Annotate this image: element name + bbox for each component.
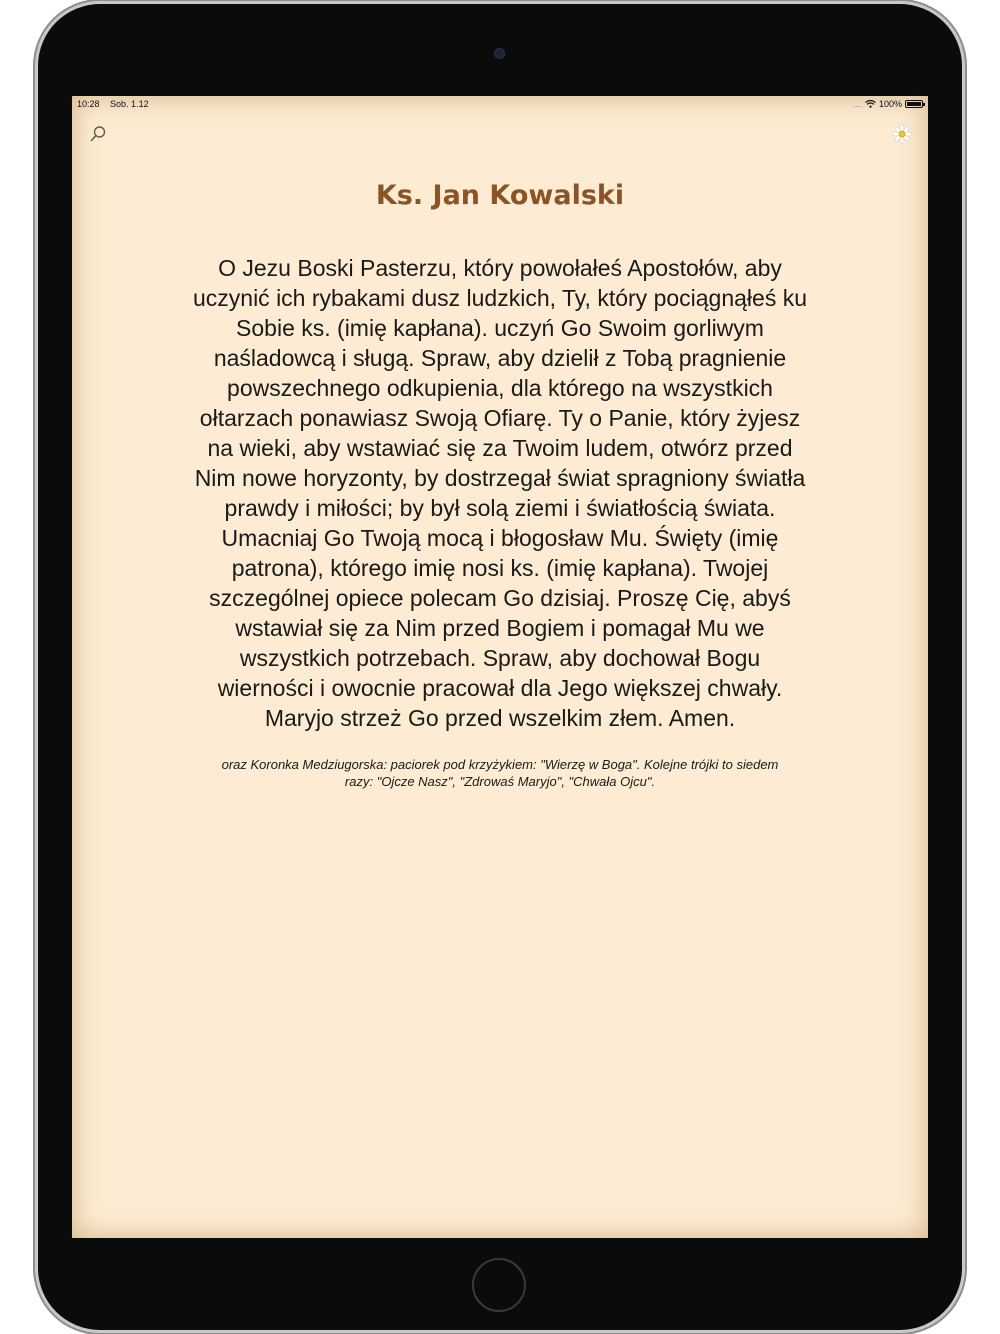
magnifier-icon <box>88 124 108 144</box>
battery-percent: 100% <box>878 99 902 109</box>
wifi-icon <box>865 100 876 108</box>
tablet-device <box>38 4 962 1330</box>
front-camera <box>494 48 505 59</box>
footnote-text: oraz Koronka Medziugorska: paciorek pod krzyżykiem: "Wierzę w Boga". Kolejne trójki to siedem razy: "Ojcze Nasz", "Zdrowaś Maryjo", "Chwała Ojcu". <box>221 757 779 789</box>
battery-fill <box>907 102 921 106</box>
app-screen <box>72 96 928 1238</box>
battery-icon <box>905 100 923 108</box>
home-button[interactable] <box>472 1258 526 1312</box>
page-title: Ks. Jan Kowalski <box>375 180 625 211</box>
prayer-text: O Jezu Boski Pasterzu, który powołałeś Apostołów, aby uczynić ich rybakami dusz ludzkich, Ty, który pociągnąłeś ku Sobie ks. (imię kapłana). uczyń Go Swoim gorliwym naśladowcą i sługą. Spraw, aby dzielił z Tobą pragnienie powszechnego odkupienia, dla którego na wszystkich ołtarzach ponawiasz Swoją Ofiarę. Ty o Panie, który żyjesz na wieki, aby wstawiać się za Twoim ludem, otwórz przed Nim nowe horyzonty, by dostrzegał świat spragniony światła prawdy i miłości; by był solą ziemi i światłością świata. Umacniaj Go Twoją mocą i błogosław Mu. Święty (imię patrona), którego imię nosi ks. (imię kapłana). Twojej szczególnej opiece polecam Go dzisiaj. Proszę Cię, abyś wstawiał się za Nim przed Bogiem i pomagał Mu we wszystkich potrzebach. Spraw, aby dochował Bogu wierności i owocnie pracował dla Jego większej chwały. Maryjo strzeż Go przed wszelkim złem. Amen. <box>192 255 808 731</box>
status-date: Sob. 1.12 <box>110 99 149 109</box>
signal-icon: .... <box>853 99 862 109</box>
status-left <box>77 99 157 109</box>
status-right <box>853 99 923 109</box>
search-button[interactable] <box>88 124 108 144</box>
settings-button[interactable] <box>892 124 912 144</box>
status-bar <box>72 96 928 112</box>
status-time: 10:28 <box>77 99 100 109</box>
daisy-flower-icon <box>892 124 912 144</box>
